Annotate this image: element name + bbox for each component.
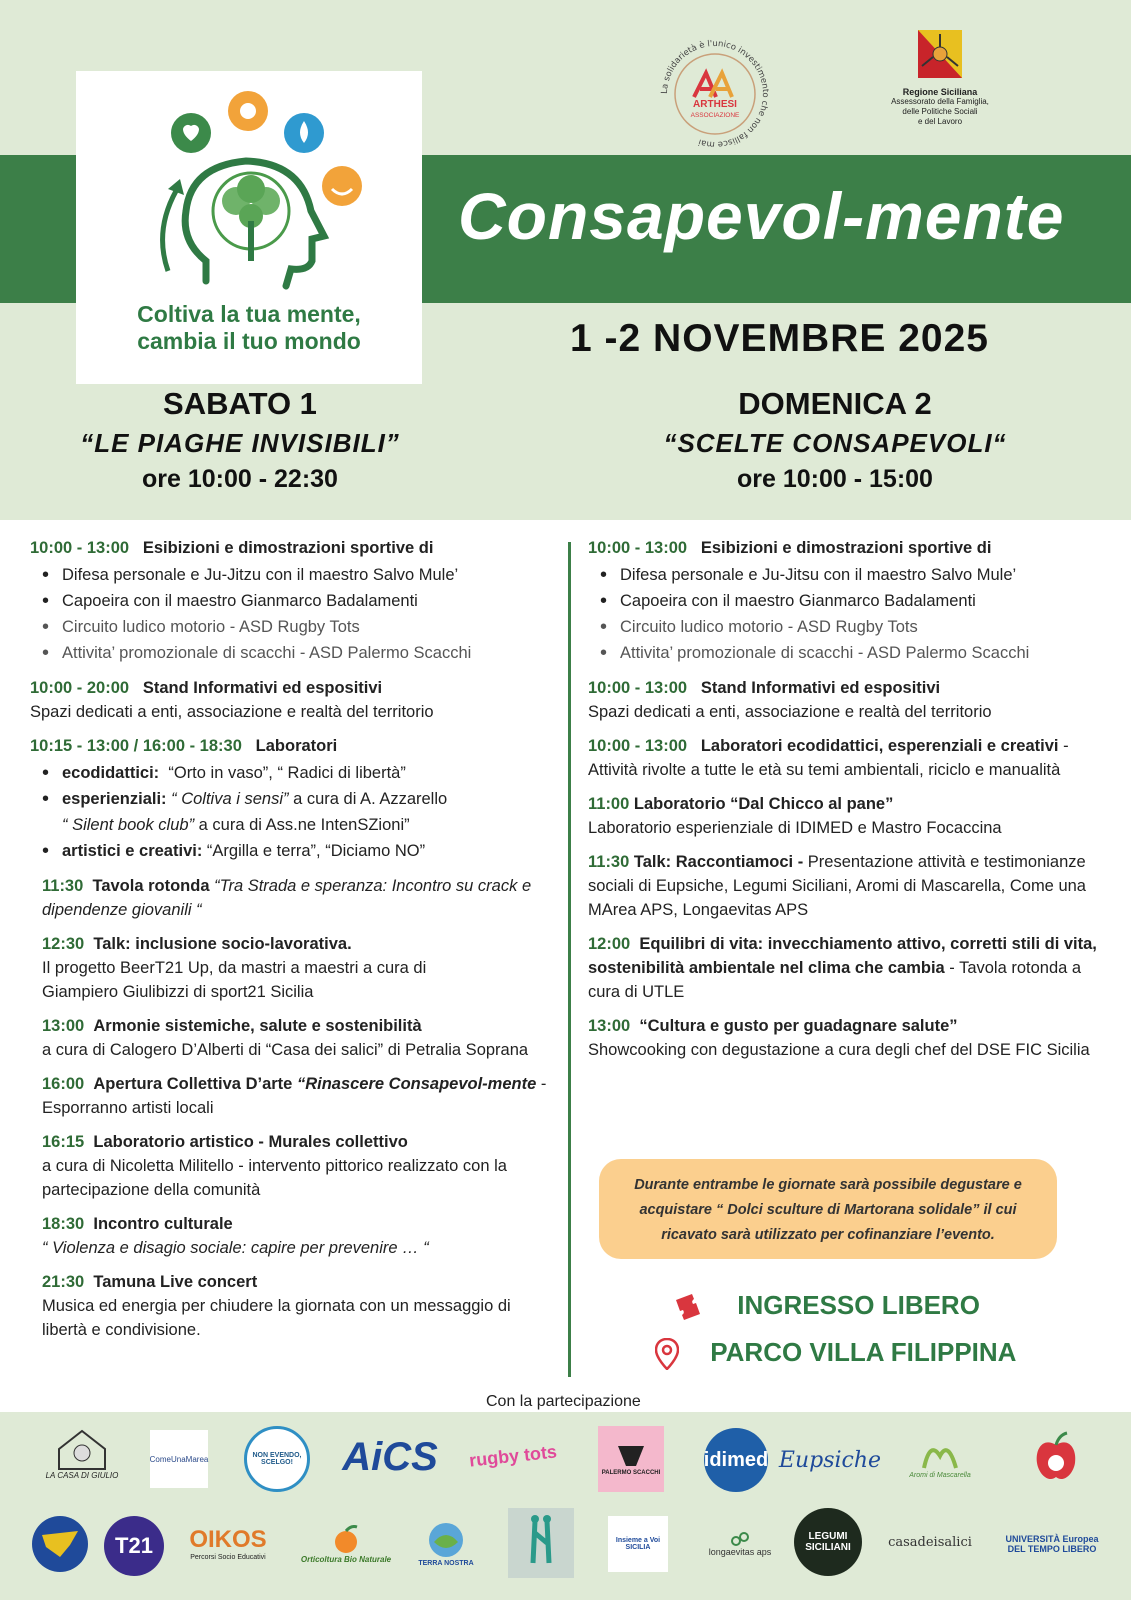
event-dates: 1 -2 NOVEMBRE 2025 <box>570 317 989 360</box>
program-entry: 11:00 Laboratorio “Dal Chicco al pane” Laboratorio esperienziale di IDIMED e Mastro Focaccina <box>588 795 1002 837</box>
hands-icon <box>322 166 362 206</box>
partner-logo-insieme-a-voi: Insieme a Voi SICILIA <box>608 1516 668 1572</box>
program-entry: 10:15 - 13:00 / 16:00 - 18:30 Laboratori • ecodidattici: “Orto in vaso”, “ Radici di libertà” • esperienziali: “ Coltiva i sensi” a cura di A. Azzarello “ Silent book club” a cura di Ass.ne IntenSZioni” • artistici e creativi: “Argilla e terra”, “Diciamo NO” <box>30 734 560 864</box>
program-entry: 12:00 Equilibri di vita: invecchiamento attivo, corretti stili di vita, sostenibilità ambientale nel clima che cambia - Tavola rotonda a cura di UTLE <box>588 935 1097 1001</box>
svg-text:ARTHESI: ARTHESI <box>693 99 737 110</box>
partner-logo-rugby-tots: rugby tots <box>468 1440 558 1471</box>
list-item: • Attivita’ promozionale di scacchi - ASD Palermo Scacchi <box>594 640 1108 666</box>
location-pin-icon <box>655 1338 679 1370</box>
program-entry: 18:30 Incontro culturale “ Violenza e disagio sociale: capire per prevenire … “ <box>42 1215 429 1257</box>
activity-list <box>36 562 560 666</box>
svg-text:La solidarietà è l'unico inves: La solidarietà è l'unico investimento che non fallisce mai <box>659 38 771 150</box>
program-entry: 10:00 - 13:00 Esibizioni e dimostrazioni sportive di • Difesa personale e Ju-Jitsu con il maestro Salvo Mule’ • Capoeira con il maestro Gianmarco Badalamenti • Circuito ludico motorio - ASD Rugby Tots • Attivita’ promozionale di scacchi - ASD Palermo Scacchi <box>588 536 1108 666</box>
partner-logo-aics: AiCS <box>342 1434 438 1479</box>
list-item: “ Silent book club” a cura di Ass.ne IntenSZioni” <box>62 816 410 834</box>
partner-logo-universita-europea: UNIVERSITÀ Europea DEL TEMPO LIBERO <box>1005 1534 1099 1554</box>
list-item: • Difesa personale e Ju-Jitsu con il maestro Salvo Mule’ <box>594 562 1108 588</box>
workshop-list <box>36 760 560 864</box>
partner-logo-eupsiche: Eupsiche <box>778 1447 882 1473</box>
program-entry: 11:30 Talk: Raccontiamoci - Presentazione attività e testimonianze sociali di Eupsiche, Legumi Siciliani, Aromi di Mascarella, Come una MArea APS, Longaevitas APS <box>588 853 1086 919</box>
program-entry: 10:00 - 13:00 Esibizioni e dimostrazioni sportive di • Difesa personale e Ju-Jitzu con il maestro Salvo Mule’ • Capoeira con il maestro Gianmarco Badalamenti • Circuito ludico motorio - ASD Rugby Tots • Attivita’ promozionale di scacchi - ASD Palermo Scacchi <box>30 536 560 666</box>
list-item: • Difesa personale e Ju-Jitzu con il maestro Salvo Mule’ <box>36 562 560 588</box>
program-entry: 21:30 Tamuna Live concert Musica ed energia per chiudere la giornata con un messaggio di libertà e condivisione. <box>42 1273 511 1339</box>
partners-area <box>0 1412 1131 1600</box>
partner-logo-palermo-scacchi: PALERMO SCACCHI <box>598 1426 664 1492</box>
program-entry: 16:00 Apertura Collettiva D’arte “Rinascere Consapevol-mente - Esporranno artisti locali <box>42 1075 547 1117</box>
partner-logo-casa-dei-salici: casadeisalici <box>888 1534 972 1550</box>
partner-logo-longaevitas: longaevitas aps <box>700 1524 780 1564</box>
program-entry: 10:00 - 13:00 Stand Informativi ed espositivi Spazi dedicati a enti, associazione e realtà del territorio <box>588 679 992 721</box>
program-entry: 13:00 Armonie sistemiche, salute e sostenibilità a cura di Calogero D’Alberti di “Casa dei salici” di Petralia Soprana <box>42 1017 529 1059</box>
program-entry: 10:00 - 20:00 Stand Informativi ed espositivi Spazi dedicati a enti, associazione e realtà del territorio <box>30 679 434 721</box>
ticket-icon <box>672 1294 704 1320</box>
list-item: • Capoeira con il maestro Gianmarco Badalamenti <box>36 588 560 614</box>
activity-list <box>594 562 1108 666</box>
partner-logo-legumi-siciliani: LEGUMI SICILIANI <box>794 1508 862 1576</box>
partner-logo-non-evendo-scelgo: NON EVENDO, SCELGO! <box>244 1426 310 1492</box>
event-logo <box>76 71 422 384</box>
partner-logo-oikos: OIKOS Percorsi Socio Educativi <box>189 1525 267 1561</box>
program-entry: 16:15 Laboratorio artistico - Murales collettivo a cura di Nicoletta Militello - intervento pittorico realizzato con la partecipazione della comunità <box>42 1133 507 1199</box>
sunday-program <box>588 536 1108 1072</box>
partners-label: Con la partecipazione <box>486 1393 641 1410</box>
event-title: Consapevol-mente <box>458 179 1065 253</box>
partner-logo-casa-di-giulio: LA CASA DI GIULIO <box>44 1420 120 1486</box>
program-entry: 11:30 Tavola rotonda “Tra Strada e speranza: Incontro su crack e dipendenze giovanili “ <box>42 877 532 919</box>
slogan: Coltiva la tua mente, cambia il tuo mondo <box>137 301 361 354</box>
program-entry: 13:00 “Cultura e gusto per guadagnare salute” Showcooking con degustazione a cura degli chef del DSE FIC Sicilia <box>588 1017 1090 1059</box>
partner-logo-orticoltura: Orticoltura Bio Naturale <box>296 1516 396 1572</box>
saturday-program <box>30 536 560 1352</box>
regione-siciliana-logo: Regione Siciliana Assessorato della Famiglia, delle Politiche Sociali e del Lavoro <box>870 30 1010 127</box>
apple-logo-icon <box>1028 1428 1084 1488</box>
sunday-heading: DOMENICA 2 “SCELTE CONSAPEVOLI“ ore 10:00 - 15:00 <box>663 386 1007 493</box>
partner-logo-aromi-di-mascarella: Aromi di Mascarella <box>900 1424 980 1490</box>
sicily-map-icon <box>32 1516 88 1572</box>
partner-logo-t21: T21 <box>104 1516 164 1576</box>
list-item: • esperienziali: “ Coltiva i sensi” a cura di A. Azzarello <box>36 786 560 812</box>
partner-logo-idimed: idimed <box>704 1428 768 1492</box>
trinacria-icon <box>918 30 962 78</box>
program-entry: 12:30 Talk: inclusione socio-lavorativa. Il progetto BeerT21 Up, da mastri a maestri a cura di Giampiero Giulibizzi di sport21 Sicilia <box>42 935 427 1001</box>
entry-info: INGRESSO LIBERO <box>672 1290 980 1321</box>
venue-info: PARCO VILLA FILIPPINA <box>655 1337 1016 1370</box>
svg-text:ASSOCIAZIONE: ASSOCIAZIONE <box>690 112 740 119</box>
saturday-heading: SABATO 1 “LE PIAGHE INVISIBILI” ore 10:00 - 22:30 <box>80 386 400 493</box>
list-item: • Circuito ludico motorio - ASD Rugby Tots <box>594 614 1108 640</box>
head-tree-icon <box>76 71 422 301</box>
partner-logo-come-una-marea: ComeUnaMarea <box>150 1430 208 1488</box>
list-item: • Circuito ludico motorio - ASD Rugby Tots <box>36 614 560 640</box>
arthesi-logo <box>656 35 774 153</box>
program-entry: 10:00 - 13:00 Laboratori ecodidattici, esperenziali e creativi - Attività rivolte a tutte le età su temi ambientali, riciclo e manualità <box>588 737 1069 779</box>
list-item: • artistici e creativi: “Argilla e terra”, “Diciamo NO” <box>36 838 560 864</box>
list-item: • Attivita’ promozionale di scacchi - ASD Palermo Scacchi <box>36 640 560 666</box>
list-item: • Capoeira con il maestro Gianmarco Badalamenti <box>594 588 1108 614</box>
dancers-figure-icon <box>508 1508 574 1578</box>
list-item: • ecodidattici: “Orto in vaso”, “ Radici di libertà” <box>36 760 560 786</box>
martorana-note: Durante entrambe le giornate sarà possibile degustare e acquistare “ Dolci sculture di Martorana solidale” il cui ricavato sarà utilizzato per cofinanziare l’evento. <box>599 1159 1057 1259</box>
column-divider <box>568 542 571 1377</box>
partner-logo-terra-nostra: TERRA NOSTRA <box>408 1512 484 1574</box>
